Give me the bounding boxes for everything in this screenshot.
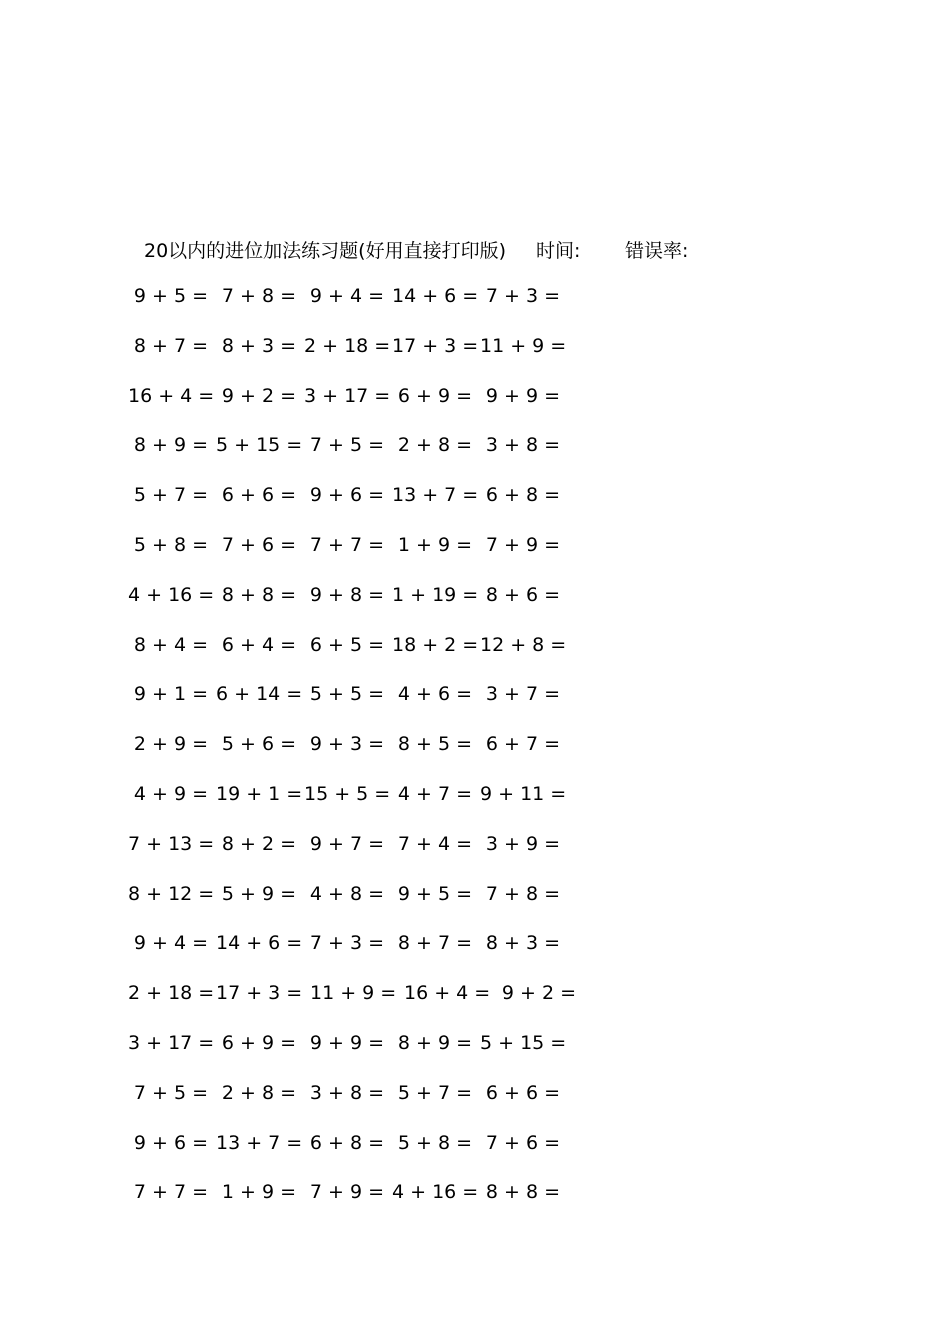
- error-rate-label: 错误率:: [625, 240, 689, 262]
- problem-cell: 7 + 9 =: [309, 1181, 384, 1204]
- problem-cell: 16 + 4 =: [128, 384, 215, 407]
- problem-cell: 6 + 5 =: [309, 633, 384, 656]
- problem-row: [0, 783, 950, 833]
- problem-cell: 17 + 3 =: [216, 982, 303, 1005]
- problem-cell: 3 + 9 =: [485, 832, 560, 855]
- problem-cell: 3 + 17 =: [304, 384, 391, 407]
- problem-cell: 5 + 15 =: [216, 434, 303, 457]
- problem-cell: 17 + 3 =: [392, 334, 479, 357]
- problem-cell: 5 + 7 =: [397, 1081, 472, 1104]
- problem-cell: 4 + 16 =: [128, 583, 215, 606]
- problem-cell: 14 + 6 =: [216, 932, 303, 955]
- problem-cell: 5 + 6 =: [221, 733, 296, 756]
- problem-cell: 4 + 9 =: [133, 782, 208, 805]
- problem-cell: 9 + 1 =: [133, 683, 208, 706]
- problem-cell: 6 + 9 =: [221, 1031, 296, 1054]
- problem-cell: 7 + 8 =: [485, 882, 560, 905]
- problem-cell: 5 + 7 =: [133, 484, 208, 507]
- worksheet-title: 20以内的进位加法练习题(好用直接打印版): [144, 240, 507, 262]
- problem-row: [0, 285, 950, 335]
- problem-cell: 9 + 9 =: [485, 384, 560, 407]
- problem-cell: 2 + 9 =: [133, 733, 208, 756]
- problem-cell: 9 + 4 =: [133, 932, 208, 955]
- problem-row: [0, 1082, 950, 1132]
- problem-cell: 8 + 2 =: [221, 832, 296, 855]
- problem-grid: [0, 285, 950, 1231]
- problem-cell: 5 + 8 =: [133, 533, 208, 556]
- problem-cell: 7 + 3 =: [485, 285, 560, 307]
- problem-cell: 8 + 5 =: [397, 733, 472, 756]
- problem-row: [0, 385, 950, 435]
- problem-row: [0, 584, 950, 634]
- problem-cell: 13 + 7 =: [216, 1131, 303, 1154]
- problem-cell: 1 + 9 =: [397, 533, 472, 556]
- problem-cell: 8 + 8 =: [221, 583, 296, 606]
- problem-cell: 7 + 7 =: [309, 533, 384, 556]
- problem-cell: 8 + 12 =: [128, 882, 215, 905]
- problem-cell: 7 + 5 =: [309, 434, 384, 457]
- problem-cell: 7 + 5 =: [133, 1081, 208, 1104]
- problem-row: [0, 1132, 950, 1182]
- problem-cell: 8 + 7 =: [397, 932, 472, 955]
- problem-cell: 19 + 1 =: [216, 782, 303, 805]
- problem-cell: 8 + 6 =: [485, 583, 560, 606]
- problem-cell: 6 + 6 =: [485, 1081, 560, 1104]
- problem-cell: 6 + 4 =: [221, 633, 296, 656]
- problem-cell: 11 + 9 =: [480, 334, 567, 357]
- problem-cell: 4 + 6 =: [397, 683, 472, 706]
- problem-cell: 6 + 9 =: [397, 384, 472, 407]
- problem-row: [0, 982, 950, 1032]
- problem-cell: 9 + 9 =: [309, 1031, 384, 1054]
- problem-row: [0, 634, 950, 684]
- problem-row: [0, 484, 950, 534]
- problem-cell: 3 + 8 =: [485, 434, 560, 457]
- problem-cell: 1 + 19 =: [392, 583, 479, 606]
- problem-cell: 5 + 8 =: [397, 1131, 472, 1154]
- problem-cell: 5 + 9 =: [221, 882, 296, 905]
- problem-cell: 9 + 3 =: [309, 733, 384, 756]
- time-label: 时间:: [536, 240, 581, 262]
- problem-cell: 2 + 18 =: [304, 334, 391, 357]
- problem-cell: 8 + 9 =: [397, 1031, 472, 1054]
- problem-cell: 7 + 3 =: [309, 932, 384, 955]
- problem-cell: 2 + 18 =: [128, 982, 215, 1005]
- problem-cell: 9 + 2 =: [221, 384, 296, 407]
- worksheet-header: [144, 236, 744, 264]
- problem-cell: 4 + 16 =: [392, 1181, 479, 1204]
- problem-cell: 9 + 11 =: [480, 782, 567, 805]
- problem-cell: 12 + 8 =: [480, 633, 567, 656]
- problem-cell: 8 + 8 =: [485, 1181, 560, 1204]
- problem-cell: 5 + 5 =: [309, 683, 384, 706]
- problem-cell: 3 + 17 =: [128, 1031, 215, 1054]
- problem-cell: 9 + 4 =: [309, 285, 384, 307]
- problem-cell: 6 + 6 =: [221, 484, 296, 507]
- problem-cell: 13 + 7 =: [392, 484, 479, 507]
- problem-row: [0, 1032, 950, 1082]
- problem-row: [0, 683, 950, 733]
- problem-cell: 6 + 14 =: [216, 683, 303, 706]
- problem-row: [0, 534, 950, 584]
- problem-cell: 9 + 7 =: [309, 832, 384, 855]
- problem-cell: 3 + 7 =: [485, 683, 560, 706]
- problem-cell: 6 + 8 =: [309, 1131, 384, 1154]
- problem-cell: 7 + 9 =: [485, 533, 560, 556]
- problem-row: [0, 833, 950, 883]
- problem-cell: 14 + 6 =: [392, 285, 479, 307]
- problem-cell: 8 + 7 =: [133, 334, 208, 357]
- problem-cell: 9 + 8 =: [309, 583, 384, 606]
- problem-cell: 7 + 6 =: [221, 533, 296, 556]
- problem-cell: 6 + 8 =: [485, 484, 560, 507]
- problem-cell: 6 + 7 =: [485, 733, 560, 756]
- problem-cell: 2 + 8 =: [221, 1081, 296, 1104]
- problem-cell: 9 + 2 =: [501, 982, 576, 1005]
- problem-cell: 9 + 6 =: [133, 1131, 208, 1154]
- problem-cell: 2 + 8 =: [397, 434, 472, 457]
- problem-cell: 11 + 9 =: [310, 982, 397, 1005]
- problem-cell: 7 + 7 =: [133, 1181, 208, 1204]
- problem-cell: 8 + 3 =: [221, 334, 296, 357]
- problem-cell: 1 + 9 =: [221, 1181, 296, 1204]
- problem-cell: 4 + 8 =: [309, 882, 384, 905]
- problem-row: [0, 932, 950, 982]
- problem-cell: 7 + 13 =: [128, 832, 215, 855]
- problem-cell: 9 + 5 =: [133, 285, 208, 307]
- problem-cell: 9 + 6 =: [309, 484, 384, 507]
- problem-cell: 8 + 9 =: [133, 434, 208, 457]
- problem-cell: 3 + 8 =: [309, 1081, 384, 1104]
- problem-cell: 7 + 8 =: [221, 285, 296, 307]
- problem-cell: 4 + 7 =: [397, 782, 472, 805]
- problem-row: [0, 1181, 950, 1231]
- problem-cell: 16 + 4 =: [404, 982, 491, 1005]
- problem-cell: 5 + 15 =: [480, 1031, 567, 1054]
- problem-row: [0, 883, 950, 933]
- problem-cell: 8 + 3 =: [485, 932, 560, 955]
- problem-cell: 7 + 4 =: [397, 832, 472, 855]
- problem-row: [0, 733, 950, 783]
- problem-row: [0, 335, 950, 385]
- problem-cell: 18 + 2 =: [392, 633, 479, 656]
- problem-cell: 8 + 4 =: [133, 633, 208, 656]
- problem-cell: 9 + 5 =: [397, 882, 472, 905]
- problem-cell: 7 + 6 =: [485, 1131, 560, 1154]
- problem-cell: 15 + 5 =: [304, 782, 391, 805]
- problem-row: [0, 434, 950, 484]
